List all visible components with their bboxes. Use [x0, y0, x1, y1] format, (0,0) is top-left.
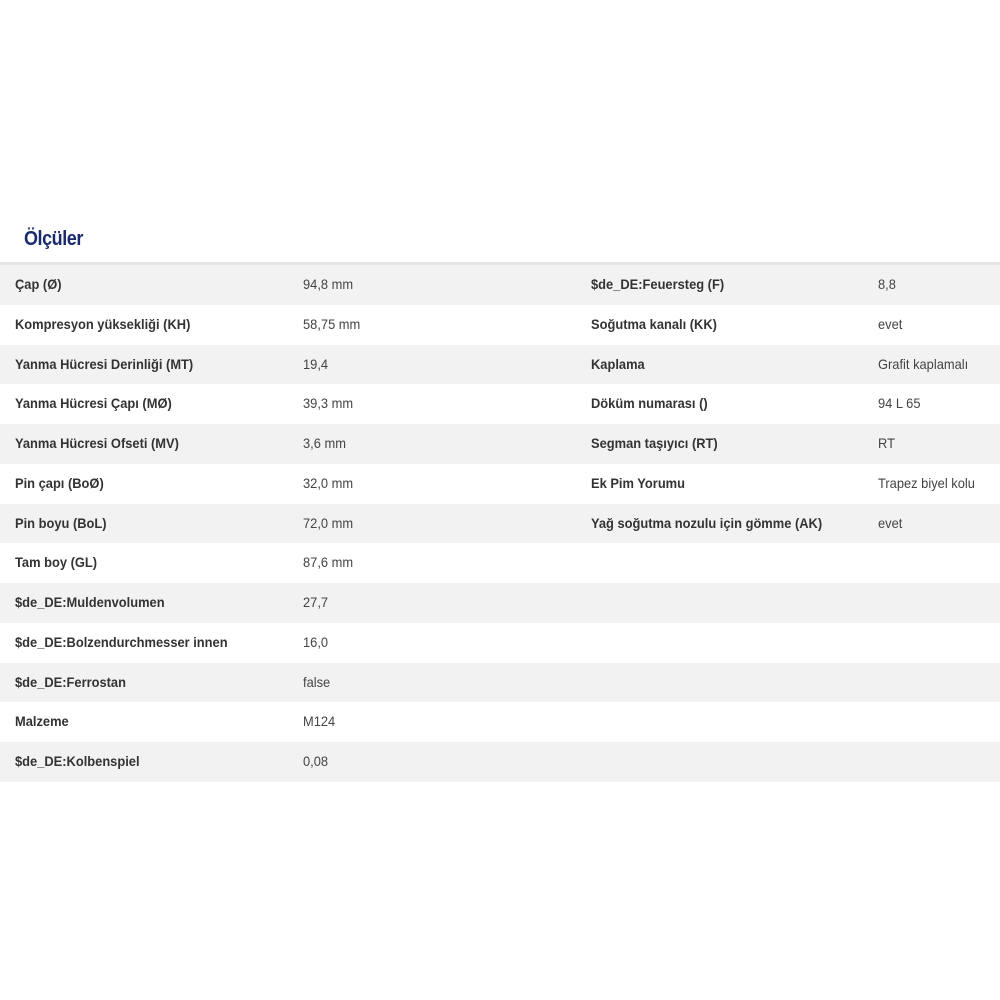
spec-label: $de_DE:Ferrostan	[15, 673, 126, 690]
spec-value: Trapez biyel kolu	[878, 474, 975, 491]
spec-label: Döküm numarası ()	[591, 395, 708, 412]
spec-value: Grafit kaplamalı	[878, 355, 969, 372]
table-row	[0, 702, 1000, 742]
spec-value: evet	[878, 514, 903, 531]
spec-label: Yanma Hücresi Derinliği (MT)	[15, 355, 194, 372]
section-title: Ölçüler	[24, 228, 83, 250]
spec-value: 87,6 mm	[303, 554, 354, 571]
table-row	[0, 583, 1000, 623]
spec-label: $de_DE:Muldenvolumen	[15, 594, 165, 610]
spec-label: Kompresyon yüksekliği (KH)	[15, 315, 191, 332]
spec-label: Çap (Ø)	[15, 276, 62, 292]
spec-label: Pin boyu (BoL)	[15, 514, 107, 531]
spec-label: Segman taşıyıcı (RT)	[591, 435, 718, 451]
spec-value: 94 L 65	[878, 395, 921, 412]
spec-label: Yanma Hücresi Çapı (MØ)	[15, 395, 172, 412]
spec-label: Malzeme	[15, 713, 69, 730]
table-row	[0, 504, 1000, 544]
spec-value: false	[303, 673, 331, 690]
spec-value: 39,3 mm	[303, 395, 354, 412]
spec-label: Yanma Hücresi Ofseti (MV)	[15, 435, 179, 451]
table-row	[0, 663, 1000, 703]
spec-label: Pin çapı (BoØ)	[15, 474, 104, 491]
spec-value: 8,8	[878, 276, 896, 292]
spec-label: $de_DE:Feuersteg (F)	[591, 276, 725, 292]
dimensions-table	[0, 265, 1000, 782]
spec-value: 16,0	[303, 633, 329, 650]
table-row	[0, 265, 1000, 305]
spec-value: 3,6 mm	[303, 435, 346, 451]
spec-value: 0,08	[303, 753, 329, 769]
spec-label: Ek Pim Yorumu	[591, 474, 686, 491]
table-row	[0, 384, 1000, 424]
spec-label: $de_DE:Kolbenspiel	[15, 753, 140, 769]
spec-label: Soğutma kanalı (KK)	[591, 315, 717, 332]
spec-value: 19,4	[303, 355, 329, 372]
spec-value: 58,75 mm	[303, 315, 361, 332]
table-row	[0, 345, 1000, 385]
spec-label: Tam boy (GL)	[15, 554, 98, 571]
table-row	[0, 543, 1000, 583]
spec-value: evet	[878, 315, 903, 332]
table-row	[0, 623, 1000, 663]
spec-label: Kaplama	[591, 355, 645, 372]
spec-value: 94,8 mm	[303, 276, 354, 292]
table-row	[0, 305, 1000, 345]
table-row	[0, 424, 1000, 464]
spec-label: $de_DE:Bolzendurchmesser innen	[15, 633, 228, 650]
spec-value: 27,7	[303, 594, 329, 610]
table-row	[0, 742, 1000, 782]
spec-value: 72,0 mm	[303, 514, 354, 531]
spec-value: 32,0 mm	[303, 474, 354, 491]
table-row	[0, 464, 1000, 504]
spec-value: M124	[303, 713, 336, 730]
spec-label: Yağ soğutma nozulu için gömme (AK)	[591, 514, 823, 531]
spec-value: RT	[878, 435, 895, 451]
